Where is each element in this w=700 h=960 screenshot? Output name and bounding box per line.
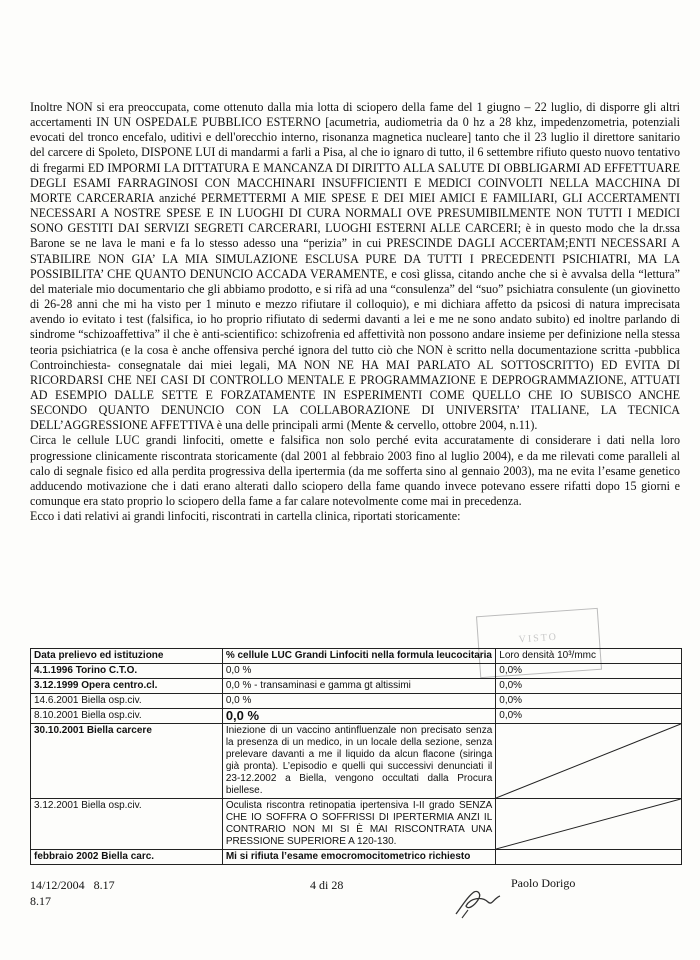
row-density-empty <box>496 724 682 799</box>
row-density: 0,0% <box>496 679 682 694</box>
row-date: 8.10.2001 Biella osp.civ. <box>31 709 223 724</box>
row-date: febbraio 2002 Biella carc. <box>31 850 223 865</box>
table-row <box>31 724 682 799</box>
row-percentage: 0,0 % <box>222 664 495 679</box>
row-percentage: Oculista riscontra retinopatia ipertensiva I-II grado SENZA CHE IO SOFFRA O SOFFRISSI DI IPERTERMIA ANZI IL CONTRARIO NON MI SI È MAI RISCONTRATA UNA PRESSIONE SUPERIORE A 120-130. <box>222 799 495 850</box>
row-density: 0,0% <box>496 694 682 709</box>
row-density: 0,0% <box>496 664 682 679</box>
page-number: 4 di 28 <box>310 878 344 892</box>
table-row <box>31 679 682 694</box>
table-row <box>31 664 682 679</box>
row-percentage: 0,0 % <box>222 694 495 709</box>
header-percentage: % cellule LUC Grandi Linfociti nella formula leucocitaria <box>222 649 495 664</box>
row-density-empty <box>496 799 682 850</box>
row-date: 30.10.2001 Biella carcere <box>31 724 223 799</box>
handwritten-signature <box>448 884 508 924</box>
strike-line <box>496 799 681 849</box>
footer-date <box>30 878 115 893</box>
table-row <box>31 694 682 709</box>
header-date: Data prelievo ed istituzione <box>31 649 223 664</box>
strike-line <box>496 724 681 798</box>
row-density <box>496 850 682 865</box>
row-date: 3.12.1999 Opera centro.cl. <box>31 679 223 694</box>
header-density: Loro densità 10³/mmc <box>496 649 682 664</box>
paragraph-1: Inoltre NON si era preoccupata, come ottenuto dalla mia lotta di sciopero della fame del 1 giugno – 22 luglio, di disporre gli altri accertamenti IN UN OSPEDALE PUBBLICO ESTERNO [acumetria, audiometria da 0 hz a 28 khz, impedenzometria, potenziali evocati del tronco encefalo, uditivi e dell'orecchio interno, risonanza magnetica nucleare] tanto che il 23 luglio il direttore sanitario del carcere di Spoleto, DISPONE LUI di mandarmi a farli a Pisa, al che io ignaro di tutto, il 6 settembre rifiuto questo nuovo tentativo di fregarmi ED IMPORMI LA DITTATURA E MANCANZA DI DIRITTO ALLA SALUTE DI OBBLIGARMI AD EFFETTUARE DEGLI ESAMI FARRAGINOSI CON MACCHINARI INSUFFICIENTI E MEDICI COINVOLTI NELLA MACCHINA DI MORTE CARCERARIA anziché PERMETTERMI A MIE SPESE E DEI MIEI AMICI E FAMILIARI, GLI ACCERTAMENTI NECESSARI A NOSTRE SPESE E IN LUOGHI DI CURA NORMALI OVE PRESUMIBILMENTE NON TUTTI I MEDICI SONO GESTITI DAI SERVIZI SEGRETI CARCERARI, LUOGHI ESTERNI ALLE CARCERI; è in questo modo che la dr.ssa Barone se ne lava le mani e fa lo stesso adesso una “perizia” in cui PRESCINDE DAGLI ACCERTAM;ENTI NECESSARI A STABILIRE NON GIA’ LA MIA SIMULAZIONE ESCLUSA PURE DA TUTTI I PRECEDENTI PSICHIATRI, MA LA POSSIBILITA’ CHE QUANTO DENUNCIO ACCADA VERAMENTE, e così glissa, citando anche che si è avvalsa della “lettura” del materiale mio documentario che gli abbiamo prodotto, e si rifà ad una “consulenza” del “suo” psichiatra consulente (un giovinetto di 26-28 anni che mi ha visto per 1 minuto e mezzo rifiutare il colloquio), e mi dichiara affetto da psicosi di natura imprecisata avendo io evitato i test (falsifica, io ho proprio rifiutato di sedermi davanti a lei e me ne sono andato subito) ed inoltre parlando di sindrome “schizoaffettiva” il che è anti-scientifico: schizofrenia ed affettività non possono andare insieme per definizione nella stessa teoria psichiatrica (e la cosa è anche offensiva perché ignora del tutto ciò che NON è scritto nella documentazione scritta -pubblica Controinchiesta- consegnatale dai miei legali, MA NON NE HA MAI PARLATO AL SOTTOSCRITTO) ED EVITA DI RICORDARSI CHE NEI CASI DI CONTROLLO MENTALE E PROGRAMMAZIONE E DEPROGRAMMAZIONE, ATTUATI AD ESEMPIO DALLE SETTE E FORZATAMENTE IN ESPERIMENTI COME QUELLO CHE IO SUBISCO ANCHE SECONDO QUANTO DENUNCIO CON LA COLLABORAZIONE DI UNIVERSITA’ ITALIANE, LA TECNICA DELL’AGGRESSIONE AFFETTIVA è una delle principali armi (Mente & cervello, ottobre 2004, n.11). <box>30 100 680 433</box>
footer-time-2: 8.17 <box>30 894 51 908</box>
table-row <box>31 799 682 850</box>
row-percentage: 0,0 % - transaminasi e gamma gt altissimi <box>222 679 495 694</box>
row-date: 14.6.2001 Biella osp.civ. <box>31 694 223 709</box>
row-percentage: 0,0 % <box>222 709 495 724</box>
author-name: Paolo Dorigo <box>511 876 576 890</box>
paragraph-2: Circa le cellule LUC grandi linfociti, omette e falsifica non solo perché evita accuratamente di considerare i dati nella loro progressione clinicamente riscontrata storicamente (dal 2001 al febbraio 2003 fino al luglio 2004), e da me rilevati come paralleli al calo di segnale fisico ed alla perdita progressiva della ipertermia (da me sofferta sino al gennaio 2003), ma ne evita l’esame genetico adducendo motivazione che i dati erano alterati dallo sciopero della fame quando invece potevano essere rifatti dopo 15 giorni e comunque era stato proprio lo sciopero della fame a far calare notevolmente come mai in precedenza. <box>30 433 680 509</box>
document-body <box>30 100 680 524</box>
table-row <box>31 709 682 724</box>
footer-time: 8.17 <box>93 878 115 892</box>
footer-date-value: 14/12/2004 <box>30 878 85 892</box>
row-date: 4.1.1996 Torino C.T.O. <box>31 664 223 679</box>
row-date: 3.12.2001 Biella osp.civ. <box>31 799 223 850</box>
row-percentage: Mi si rifiuta l’esame emocromocitometrico richiesto <box>222 850 495 865</box>
paragraph-3: Ecco i dati relativi ai grandi linfociti, riscontrati in cartella clinica, riportati storicamente: <box>30 509 461 524</box>
lymphocyte-table <box>30 648 682 865</box>
stamp-text: VISTO <box>518 631 559 646</box>
table-row <box>31 850 682 865</box>
row-percentage: Iniezione di un vaccino antinfluenzale non precisato senza la presenza di un medico, in un locale della sezione, senza prelevare davanti a me il liquido da alcun flacone (siringa già pronta). L’episodio e quelli qui successivi denunciati il 23-12.2002 a Biella, vengono occultati dalla Procura biellese. <box>222 724 495 799</box>
table-header-row <box>31 649 682 664</box>
row-density: 0,0% <box>496 709 682 724</box>
